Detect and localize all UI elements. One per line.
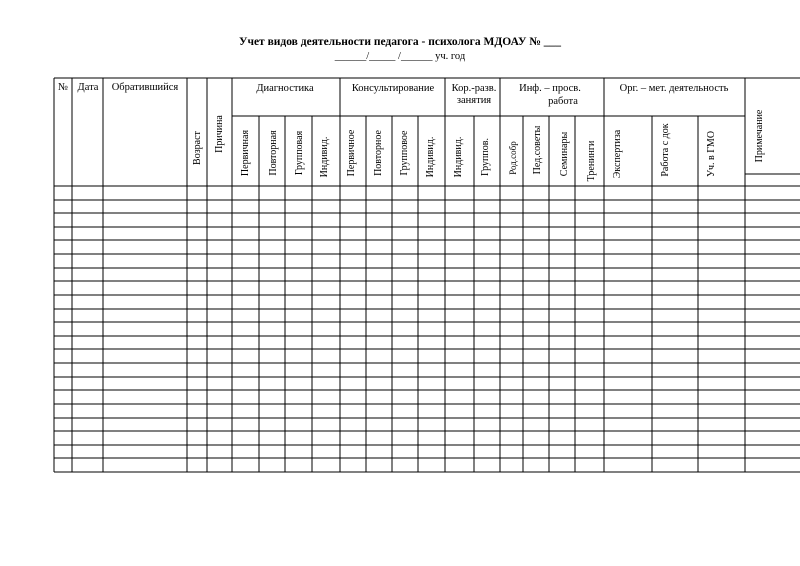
- col-date-header: Дата: [77, 82, 99, 93]
- group-correction-header-line1: Кор.-разв.: [451, 83, 497, 94]
- col-info-seminars-header: Семинары: [559, 131, 570, 177]
- col-diag-primary-header: Первичная: [240, 129, 251, 177]
- col-org-gmo-header: Уч. в ГМО: [706, 130, 717, 178]
- group-info-header-line2: работа: [548, 96, 578, 107]
- col-info-councils-header: Пед.советы: [532, 125, 543, 175]
- col-cons-group-header: Групповое: [399, 130, 410, 176]
- col-org-expertise-header: Экспертиза: [612, 129, 623, 179]
- col-diag-group-header: Групповая: [294, 130, 305, 176]
- col-client-header: Обратившийся: [111, 82, 179, 93]
- group-org-header: Орг. – мет. деятельность: [619, 83, 729, 94]
- col-corr-group-header: Группов.: [480, 138, 491, 176]
- col-org-docs-header: Работа с док: [660, 123, 671, 177]
- group-correction-header-line2: занятия: [456, 95, 492, 106]
- group-info-header-line1: Инф. – просв.: [519, 83, 581, 94]
- col-info-trainings-header: Тренинги: [586, 140, 597, 182]
- col-diag-repeat-header: Повторная: [268, 130, 279, 176]
- col-reason-header: Причина: [214, 115, 225, 153]
- group-diagnostics-header: Диагностика: [256, 83, 314, 94]
- col-diag-indiv-header: Индивид.: [319, 136, 330, 178]
- school-year-line: ______/_____ /______ уч. год: [334, 51, 466, 62]
- col-note-header: Примечание: [754, 109, 765, 163]
- col-cons-repeat-header: Повторное: [373, 130, 384, 176]
- col-cons-primary-header: Первичное: [346, 129, 357, 177]
- group-consulting-header: Консультирование: [351, 83, 435, 94]
- page-title: Учет видов деятельности педагога - психолога МДОАУ № ___: [239, 36, 561, 48]
- col-age-header: Возраст: [192, 131, 203, 165]
- col-cons-indiv-header: Индивид.: [425, 136, 436, 178]
- col-corr-indiv-header: Индивид.: [453, 136, 464, 178]
- col-number-header: №: [57, 82, 69, 93]
- col-info-parents-header: Род.собр: [508, 141, 518, 175]
